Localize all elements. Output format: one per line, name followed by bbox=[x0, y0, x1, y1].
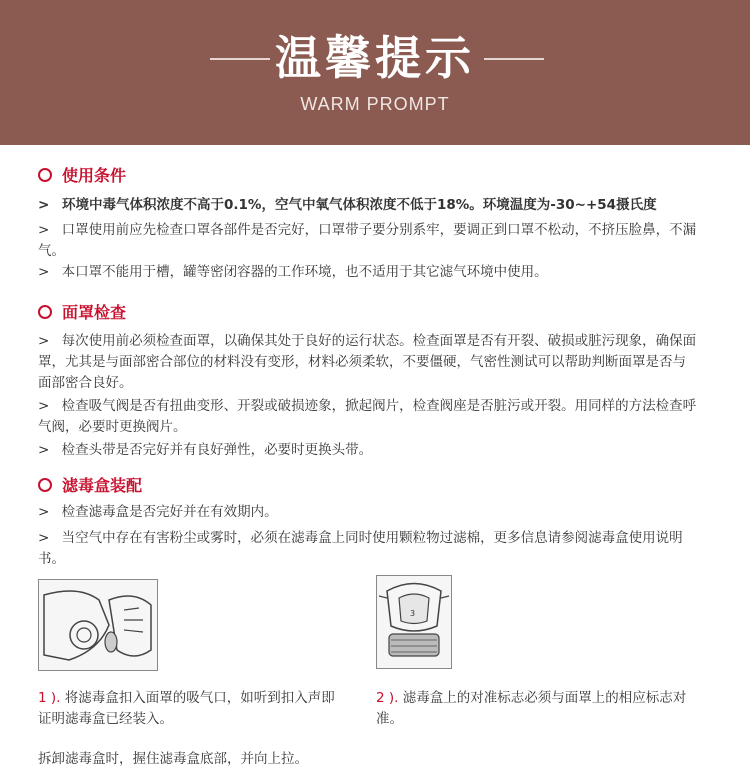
list-item: > 环境中毒气体积浓度不高于0.1%，空气中氧气体积浓度不低于18%。环境温度为-30~+54摄氏度 bbox=[38, 197, 657, 213]
figure-2-illustration bbox=[376, 575, 452, 669]
list-item: > 检查头带是否完好并有良好弹性，必要时更换头带。 bbox=[38, 442, 373, 458]
list-item: > 检查吸气阀是否有扭曲变形、开裂或破损迹象，掀起阀片，检查阀座是否脏污或开裂。用同样的方法检查呼气阀，必要时更换阀片。 bbox=[38, 398, 697, 435]
list-item: > 每次使用前必须检查面罩，以确保其处于良好的运行状态。检查面罩是否有开裂、破损或脏污现象，确保面罩，尤其是与面部密合部位的材料没有变形，材料必须柔软，不要僵硬，气密性测试可以帮助判断面罩是否与面部密合良好。 bbox=[38, 333, 697, 391]
section-heading-mask-check: 面罩检查 bbox=[38, 300, 126, 323]
list-item: > 当空气中存在有害粉尘或雾时，必须在滤毒盒上同时使用颗粒物过滤棉，更多信息请参阅滤毒盒使用说明书。 bbox=[38, 530, 683, 567]
figure-2-caption: 2 ). 滤毒盒上的对准标志必须与面罩上的相应标志对准。 bbox=[376, 690, 687, 727]
removal-instruction: 拆卸滤毒盒时，握住滤毒盒底部，并向上拉。 bbox=[38, 751, 308, 767]
figure-number-label: 3 bbox=[410, 609, 416, 618]
section-heading-conditions: 使用条件 bbox=[38, 163, 126, 186]
figure-1-illustration bbox=[38, 579, 158, 671]
page-title: 温馨提示 bbox=[275, 31, 475, 85]
circle-bullet-icon bbox=[38, 478, 52, 492]
mask-alignment-icon bbox=[377, 576, 451, 668]
circle-bullet-icon bbox=[38, 168, 52, 182]
section-heading-filter-assembly: 滤毒盒装配 bbox=[38, 473, 142, 496]
filter-insert-icon bbox=[39, 580, 157, 670]
page-subtitle: WARM PROMPT bbox=[300, 94, 450, 114]
figure-1-caption: 1 ). 将滤毒盒扣入面罩的吸气口，如听到扣入声即证明滤毒盒已经装入。 bbox=[38, 690, 335, 727]
title-rule-right bbox=[484, 58, 544, 60]
list-item: > 检查滤毒盒是否完好并在有效期内。 bbox=[38, 504, 278, 520]
list-item: > 口罩使用前应先检查口罩各部件是否完好，口罩带子要分别系牢，要调正到口罩不松动，不挤压脸鼻，不漏气。 bbox=[38, 222, 697, 259]
circle-bullet-icon bbox=[38, 305, 52, 319]
list-item: > 本口罩不能用于槽，罐等密闭容器的工作环境，也不适用于其它滤气环境中使用。 bbox=[38, 264, 548, 280]
header-banner bbox=[0, 0, 750, 145]
